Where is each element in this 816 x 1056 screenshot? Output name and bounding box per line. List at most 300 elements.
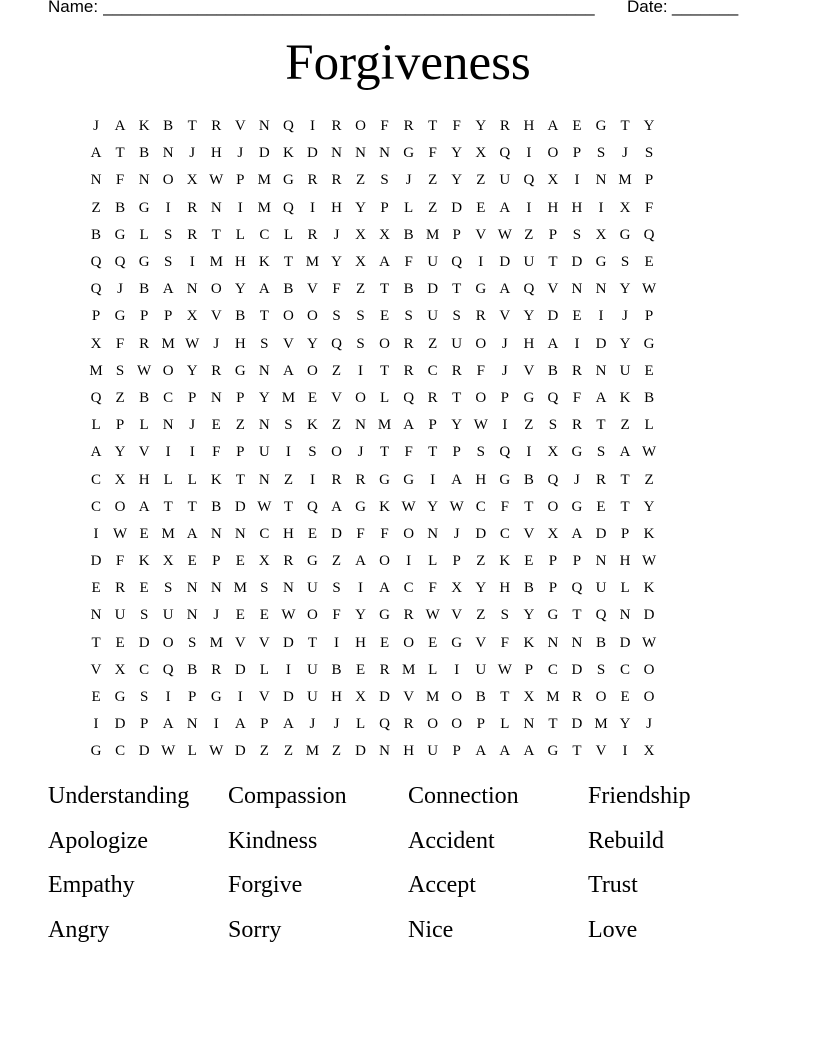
- grid-letter: U: [499, 172, 511, 189]
- grid-letter: D: [571, 661, 583, 678]
- grid-letter: C: [499, 525, 510, 542]
- grid-letter: N: [258, 471, 270, 488]
- grid-letter: Q: [571, 580, 583, 597]
- grid-letter: S: [139, 607, 149, 624]
- grid-letter: G: [379, 607, 390, 624]
- grid-letter: J: [405, 172, 412, 189]
- grid-letter: Y: [258, 389, 270, 406]
- grid-letter: G: [595, 254, 607, 271]
- grid-letter: J: [646, 716, 653, 733]
- grid-letter: I: [213, 716, 219, 733]
- grid-letter: I: [526, 199, 532, 216]
- grid-letter: P: [188, 389, 197, 406]
- grid-letter: U: [258, 444, 270, 461]
- grid-letter: A: [90, 145, 102, 162]
- grid-letter: V: [282, 335, 294, 352]
- grid-letter: V: [138, 444, 150, 461]
- grid-letter: V: [210, 308, 222, 325]
- grid-letter: Z: [476, 172, 486, 189]
- grid-letter: Y: [523, 308, 535, 325]
- grid-letter: J: [622, 308, 628, 325]
- grid-letter: M: [305, 743, 320, 760]
- grid-letter: Y: [643, 118, 655, 135]
- grid-letter: H: [547, 199, 559, 216]
- grid-row: [84, 412, 732, 439]
- grid-row: [84, 276, 732, 303]
- grid-letter: R: [427, 389, 438, 406]
- grid-letter: E: [211, 417, 221, 434]
- grid-letter: X: [186, 172, 198, 189]
- grid-letter: S: [163, 226, 173, 243]
- grid-letter: U: [451, 335, 463, 352]
- grid-letter: R: [403, 118, 414, 135]
- grid-letter: T: [572, 607, 582, 624]
- word-bank-item: Understanding: [48, 783, 190, 809]
- grid-letter: T: [259, 308, 269, 325]
- grid-letter: S: [596, 145, 606, 162]
- grid-letter: H: [234, 254, 246, 271]
- word-bank-item: Friendship: [588, 783, 691, 809]
- grid-letter: J: [309, 716, 316, 733]
- grid-letter: R: [283, 553, 294, 570]
- grid-letter: P: [115, 417, 125, 434]
- grid-letter: N: [186, 607, 198, 624]
- grid-letter: K: [307, 417, 318, 434]
- grid-letter: W: [209, 743, 224, 760]
- grid-letter: Y: [355, 607, 366, 624]
- grid-letter: L: [500, 716, 510, 733]
- word-search-grid: [84, 113, 732, 766]
- grid-letter: D: [427, 281, 439, 298]
- grid-letter: Y: [307, 335, 318, 352]
- grid-letter: Z: [331, 362, 342, 379]
- grid-letter: P: [236, 389, 245, 406]
- grid-letter: S: [356, 308, 365, 325]
- grid-letter: R: [139, 335, 150, 352]
- grid-letter: O: [355, 389, 366, 406]
- grid-letter: V: [234, 634, 246, 651]
- grid-letter: E: [91, 689, 101, 706]
- grid-letter: I: [165, 689, 171, 706]
- grid-letter: Z: [644, 471, 654, 488]
- grid-letter: T: [548, 254, 558, 271]
- grid-letter: A: [282, 716, 294, 733]
- grid-letter: O: [210, 281, 222, 298]
- grid-letter: S: [332, 308, 341, 325]
- grid-letter: G: [523, 389, 535, 406]
- grid-letter: T: [283, 254, 293, 271]
- grid-letter: R: [403, 362, 414, 379]
- grid-letter: T: [596, 417, 606, 434]
- grid-letter: I: [165, 444, 171, 461]
- grid-letter: C: [427, 362, 438, 379]
- grid-letter: J: [93, 118, 99, 135]
- grid-letter: L: [187, 471, 197, 488]
- grid-letter: L: [235, 226, 245, 243]
- grid-letter: K: [643, 525, 655, 542]
- grid-letter: O: [643, 689, 655, 706]
- grid-letter: D: [379, 689, 390, 706]
- grid-letter: W: [112, 525, 128, 542]
- grid-letter: P: [524, 661, 534, 678]
- grid-letter: E: [187, 553, 197, 570]
- grid-row: [84, 684, 732, 711]
- grid-letter: N: [595, 172, 607, 189]
- grid-letter: O: [355, 118, 366, 135]
- grid-letter: E: [307, 389, 318, 406]
- grid-letter: T: [452, 389, 462, 406]
- grid-letter: K: [499, 553, 511, 570]
- grid-letter: W: [185, 335, 200, 352]
- grid-letter: L: [380, 389, 390, 406]
- grid-letter: Q: [499, 145, 511, 162]
- grid-letter: B: [139, 145, 150, 162]
- word-bank-row: [48, 780, 768, 825]
- grid-letter: S: [139, 689, 149, 706]
- grid-letter: U: [427, 254, 439, 271]
- grid-letter: N: [210, 199, 222, 216]
- grid-letter: F: [476, 362, 485, 379]
- grid-letter: L: [428, 661, 438, 678]
- grid-letter: Q: [90, 389, 102, 406]
- grid-letter: U: [307, 661, 318, 678]
- grid-letter: E: [524, 553, 534, 570]
- grid-letter: P: [212, 553, 221, 570]
- grid-letter: A: [162, 281, 174, 298]
- grid-letter: Z: [428, 172, 438, 189]
- word-bank-item: Accident: [408, 827, 495, 854]
- word-bank-item: Nice: [408, 916, 454, 943]
- grid-letter: O: [307, 607, 318, 624]
- grid-letter: P: [452, 553, 461, 570]
- grid-letter: S: [452, 308, 461, 325]
- grid-letter: W: [642, 553, 657, 570]
- grid-letter: Z: [115, 389, 125, 406]
- grid-letter: Q: [403, 389, 415, 406]
- grid-letter: P: [548, 226, 558, 243]
- word-bank: [48, 780, 768, 958]
- grid-letter: Y: [643, 498, 655, 515]
- grid-letter: H: [619, 553, 631, 570]
- grid-letter: A: [499, 281, 511, 298]
- grid-letter: C: [91, 498, 102, 515]
- grid-letter: B: [403, 226, 414, 243]
- grid-letter: F: [500, 498, 509, 515]
- grid-letter: M: [281, 389, 296, 406]
- grid-letter: X: [114, 661, 126, 678]
- grid-letter: F: [428, 145, 437, 162]
- grid-letter: N: [282, 580, 294, 597]
- grid-letter: I: [430, 471, 436, 488]
- grid-letter: R: [187, 199, 198, 216]
- grid-letter: A: [90, 444, 102, 461]
- grid-letter: N: [571, 281, 583, 298]
- grid-letter: O: [162, 172, 174, 189]
- grid-letter: G: [138, 254, 150, 271]
- word-bank-item: Rebuild: [588, 827, 664, 854]
- grid-letter: M: [426, 226, 440, 243]
- word-bank-item: Love: [588, 916, 638, 943]
- grid-letter: A: [619, 444, 631, 461]
- grid-letter: Q: [90, 281, 102, 298]
- grid-letter: N: [571, 634, 583, 651]
- grid-letter: O: [403, 634, 415, 651]
- grid-letter: X: [619, 199, 631, 216]
- grid-letter: Y: [114, 444, 126, 461]
- grid-letter: W: [401, 498, 416, 515]
- grid-letter: L: [620, 580, 630, 597]
- grid-letter: X: [355, 226, 366, 243]
- grid-letter: A: [547, 335, 559, 352]
- grid-letter: Z: [91, 199, 101, 216]
- grid-letter: I: [189, 444, 195, 461]
- grid-letter: O: [643, 661, 655, 678]
- grid-letter: R: [596, 471, 607, 488]
- grid-letter: H: [355, 634, 366, 651]
- grid-letter: M: [305, 254, 320, 271]
- grid-letter: S: [380, 172, 389, 189]
- grid-letter: G: [547, 743, 559, 760]
- grid-letter: G: [403, 145, 415, 162]
- grid-row: [84, 575, 732, 602]
- grid-letter: E: [380, 634, 390, 651]
- grid-letter: R: [331, 118, 342, 135]
- grid-letter: K: [282, 145, 294, 162]
- grid-letter: D: [595, 335, 607, 352]
- grid-letter: N: [595, 362, 607, 379]
- grid-letter: M: [89, 362, 103, 379]
- grid-letter: Y: [475, 580, 487, 597]
- grid-letter: S: [548, 417, 558, 434]
- grid-letter: B: [91, 226, 102, 243]
- grid-letter: G: [114, 226, 126, 243]
- grid-letter: G: [282, 172, 294, 189]
- grid-letter: S: [115, 362, 125, 379]
- grid-letter: W: [449, 498, 464, 515]
- grid-letter: E: [235, 607, 245, 624]
- grid-row: [84, 222, 732, 249]
- grid-letter: J: [622, 145, 628, 162]
- grid-letter: A: [258, 281, 270, 298]
- grid-letter: X: [258, 553, 270, 570]
- grid-letter: R: [331, 471, 342, 488]
- grid-letter: T: [620, 498, 630, 515]
- grid-letter: M: [618, 172, 632, 189]
- grid-letter: A: [595, 389, 607, 406]
- grid-letter: D: [234, 743, 246, 760]
- grid-letter: A: [234, 716, 246, 733]
- grid-letter: V: [258, 634, 270, 651]
- grid-letter: X: [186, 308, 198, 325]
- grid-row: [84, 331, 732, 358]
- grid-letter: N: [547, 634, 559, 651]
- grid-letter: B: [331, 661, 342, 678]
- grid-letter: R: [403, 607, 414, 624]
- grid-letter: N: [90, 172, 102, 189]
- grid-letter: C: [91, 471, 102, 488]
- grid-letter: W: [257, 498, 272, 515]
- grid-letter: F: [404, 254, 413, 271]
- grid-letter: I: [526, 145, 532, 162]
- grid-letter: I: [574, 172, 580, 189]
- grid-letter: S: [260, 580, 269, 597]
- grid-letter: P: [428, 417, 437, 434]
- grid-letter: M: [594, 716, 608, 733]
- grid-letter: Y: [619, 716, 631, 733]
- grid-letter: V: [403, 689, 415, 706]
- word-bank-row: [48, 869, 768, 914]
- grid-letter: T: [380, 362, 390, 379]
- grid-letter: D: [282, 634, 294, 651]
- grid-letter: A: [475, 743, 487, 760]
- grid-letter: N: [427, 525, 439, 542]
- grid-letter: H: [403, 743, 415, 760]
- grid-letter: V: [475, 226, 487, 243]
- grid-letter: N: [258, 417, 270, 434]
- grid-letter: L: [644, 417, 654, 434]
- grid-letter: I: [237, 689, 243, 706]
- grid-letter: Z: [355, 172, 366, 189]
- grid-row: [84, 738, 732, 765]
- grid-letter: P: [548, 553, 558, 570]
- grid-letter: K: [210, 471, 222, 488]
- grid-letter: X: [90, 335, 102, 352]
- grid-row: [84, 494, 732, 521]
- grid-letter: X: [355, 254, 366, 271]
- grid-letter: P: [572, 145, 582, 162]
- grid-letter: I: [526, 444, 532, 461]
- grid-letter: Q: [307, 498, 318, 515]
- grid-letter: O: [162, 362, 174, 379]
- grid-letter: F: [500, 634, 509, 651]
- word-bank-item: Sorry: [228, 916, 282, 943]
- grid-letter: S: [332, 580, 341, 597]
- grid-letter: I: [93, 716, 99, 733]
- grid-letter: Y: [451, 172, 463, 189]
- grid-letter: S: [500, 607, 509, 624]
- grid-letter: T: [187, 118, 197, 135]
- grid-letter: J: [357, 444, 364, 461]
- grid-letter: Q: [162, 661, 174, 678]
- grid-letter: T: [524, 498, 534, 515]
- grid-letter: J: [501, 362, 508, 379]
- grid-letter: Q: [282, 118, 294, 135]
- grid-letter: U: [162, 607, 174, 624]
- grid-letter: Z: [331, 417, 342, 434]
- grid-letter: X: [547, 444, 559, 461]
- grid-letter: Z: [620, 417, 630, 434]
- grid-letter: A: [186, 525, 198, 542]
- grid-letter: D: [234, 498, 246, 515]
- word-bank-item: Accept: [408, 872, 476, 898]
- grid-letter: L: [259, 661, 269, 678]
- grid-letter: K: [379, 498, 390, 515]
- grid-letter: D: [138, 743, 150, 760]
- grid-letter: R: [571, 417, 582, 434]
- grid-letter: L: [187, 743, 197, 760]
- grid-letter: W: [425, 607, 440, 624]
- grid-letter: M: [546, 689, 560, 706]
- grid-row: [84, 113, 732, 140]
- grid-letter: D: [258, 145, 270, 162]
- grid-letter: J: [333, 716, 340, 733]
- grid-letter: M: [161, 335, 175, 352]
- grid-letter: X: [451, 580, 463, 597]
- grid-letter: M: [257, 172, 272, 189]
- grid-letter: X: [114, 471, 126, 488]
- grid-letter: P: [188, 689, 197, 706]
- grid-letter: I: [478, 254, 484, 271]
- grid-letter: E: [380, 308, 390, 325]
- grid-letter: T: [380, 444, 390, 461]
- grid-letter: F: [115, 553, 125, 570]
- grid-letter: R: [211, 661, 222, 678]
- grid-letter: L: [91, 417, 101, 434]
- grid-letter: B: [283, 281, 294, 298]
- grid-letter: O: [331, 444, 342, 461]
- grid-letter: N: [331, 145, 342, 162]
- grid-letter: K: [138, 118, 150, 135]
- grid-letter: D: [355, 743, 366, 760]
- grid-letter: E: [644, 362, 654, 379]
- grid-letter: R: [355, 471, 366, 488]
- grid-letter: O: [547, 498, 559, 515]
- grid-letter: C: [115, 743, 126, 760]
- grid-letter: T: [620, 118, 630, 135]
- grid-letter: G: [595, 118, 607, 135]
- grid-letter: X: [643, 743, 655, 760]
- grid-row: [84, 466, 732, 493]
- grid-row: [84, 521, 732, 548]
- grid-letter: Z: [283, 743, 293, 760]
- grid-letter: V: [523, 525, 535, 542]
- grid-letter: P: [139, 308, 149, 325]
- grid-letter: W: [209, 172, 224, 189]
- grid-letter: W: [497, 226, 512, 243]
- grid-letter: Y: [186, 362, 198, 379]
- grid-letter: F: [212, 444, 221, 461]
- grid-row: [84, 439, 732, 466]
- grid-letter: Y: [331, 254, 342, 271]
- grid-letter: A: [571, 525, 583, 542]
- grid-letter: F: [332, 281, 341, 298]
- grid-letter: U: [595, 580, 607, 597]
- grid-letter: S: [572, 226, 582, 243]
- grid-letter: P: [236, 444, 245, 461]
- grid-letter: F: [380, 118, 389, 135]
- grid-letter: T: [620, 471, 630, 488]
- grid-letter: G: [451, 634, 463, 651]
- grid-letter: G: [619, 226, 631, 243]
- grid-letter: O: [475, 335, 487, 352]
- grid-letter: G: [499, 471, 511, 488]
- grid-letter: A: [138, 498, 150, 515]
- grid-letter: S: [476, 444, 485, 461]
- grid-row: [84, 303, 732, 330]
- grid-letter: Z: [331, 743, 342, 760]
- grid-letter: R: [475, 308, 486, 325]
- grid-letter: L: [355, 716, 366, 733]
- grid-letter: H: [499, 580, 511, 597]
- grid-letter: U: [523, 254, 535, 271]
- grid-letter: G: [210, 689, 222, 706]
- grid-letter: T: [500, 689, 510, 706]
- grid-letter: L: [139, 226, 149, 243]
- grid-letter: I: [406, 553, 412, 570]
- grid-letter: H: [571, 199, 583, 216]
- grid-letter: Z: [476, 607, 486, 624]
- grid-letter: P: [476, 716, 485, 733]
